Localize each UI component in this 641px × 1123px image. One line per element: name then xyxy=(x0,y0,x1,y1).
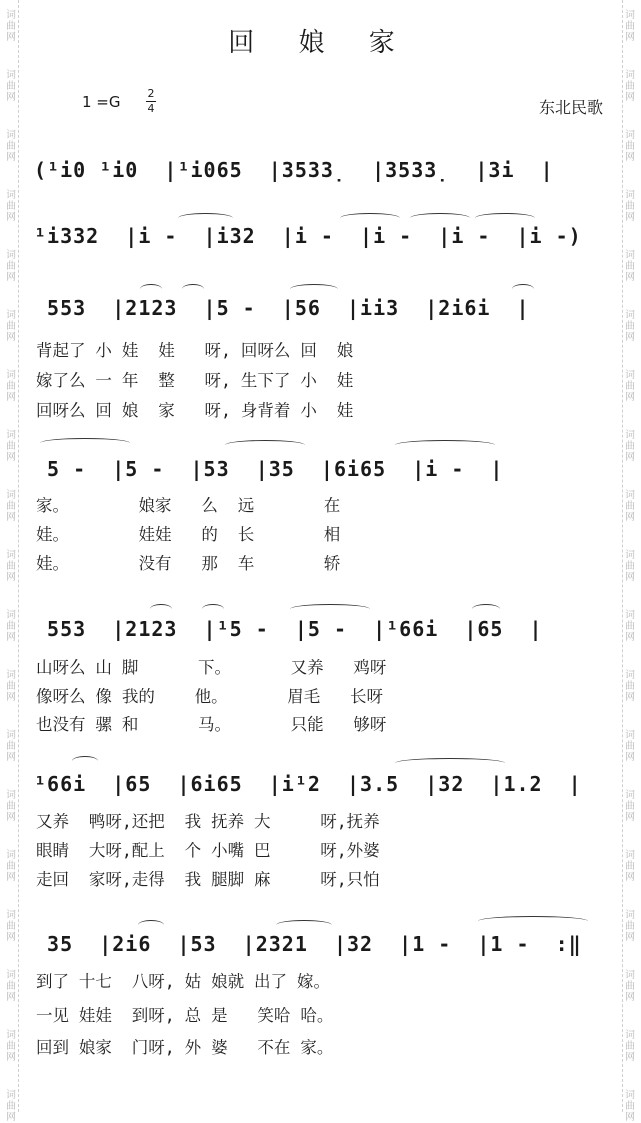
watermark-mark: 词 曲 网 xyxy=(6,190,16,223)
watermark-mark: 词 曲 网 xyxy=(6,310,16,343)
slur xyxy=(395,440,495,450)
watermark-mark: 词 曲 网 xyxy=(6,910,16,943)
watermark-mark: 词 曲 网 xyxy=(6,490,16,523)
watermark-mark: 词 曲 网 xyxy=(625,430,635,463)
watermark-mark: 词 曲 网 xyxy=(625,730,635,763)
lyric-line-5-3: 也没有 骡 和 马。 只能 够呀 xyxy=(36,715,387,734)
watermark-mark: 词 曲 网 xyxy=(6,250,16,283)
watermark-mark: 词 曲 网 xyxy=(6,970,16,1003)
watermark-mark: 词 曲 网 xyxy=(625,850,635,883)
watermark-mark: 词 曲 网 xyxy=(6,610,16,643)
key-signature: 1 =G xyxy=(82,93,121,111)
watermark-mark: 词 曲 网 xyxy=(6,1030,16,1063)
watermark-mark: 词 曲 网 xyxy=(6,130,16,163)
slur xyxy=(182,284,204,294)
watermark-mark: 词 曲 网 xyxy=(625,970,635,1003)
slur xyxy=(475,213,535,223)
watermark-mark: 词 曲 网 xyxy=(625,1030,635,1063)
time-signature xyxy=(146,88,156,115)
watermark-mark: 词 曲 网 xyxy=(625,490,635,523)
slur xyxy=(512,284,534,294)
lyric-line-7-1: 到了 十七 八呀, 姑 娘就 出了 嫁。 xyxy=(36,972,330,991)
lyric-line-7-3: 回到 娘家 门呀, 外 婆 不在 家。 xyxy=(36,1038,334,1057)
watermark-mark: 词 曲 网 xyxy=(625,670,635,703)
lyric-line-4-3: 娃。 没有 那 车 轿 xyxy=(36,554,341,573)
watermark-mark: 词 曲 网 xyxy=(625,70,635,103)
watermark-mark: 词 曲 网 xyxy=(6,10,16,43)
slur xyxy=(138,920,164,930)
notation-line-6: ¹66i |65 |6i65 |i¹2 |3.5 |32 |1.2 | xyxy=(34,772,582,796)
watermark-mark: 词 曲 网 xyxy=(625,310,635,343)
slur xyxy=(290,284,338,294)
slur xyxy=(202,604,224,614)
watermark-mark: 词 曲 网 xyxy=(625,130,635,163)
slur xyxy=(478,916,588,926)
lyric-line-3-2: 嫁了么 一 年 整 呀, 生下了 小 娃 xyxy=(36,371,354,390)
notation-line-7: 35 |2i6 |53 |2321 |32 |1 - |1 - :‖ xyxy=(34,932,582,956)
lyric-line-3-3: 回呀么 回 娘 家 呀, 身背着 小 娃 xyxy=(36,401,354,420)
slur xyxy=(276,920,332,930)
lyric-line-7-2: 一见 娃娃 到呀, 总 是 笑哈 哈。 xyxy=(36,1006,334,1025)
slur xyxy=(410,213,470,223)
lyric-line-6-2: 眼睛 大呀,配上 个 小嘴 巴 呀,外婆 xyxy=(36,841,380,860)
watermark-mark: 词 曲 网 xyxy=(625,790,635,823)
lyric-line-5-2: 像呀么 像 我的 他。 眉毛 长呀 xyxy=(36,687,384,706)
watermark-mark: 词 曲 网 xyxy=(6,850,16,883)
slur xyxy=(178,213,233,223)
watermark-mark: 词 曲 网 xyxy=(6,550,16,583)
song-title: 回 娘 家 xyxy=(228,28,413,58)
slur xyxy=(40,438,130,448)
watermark-mark: 词 曲 网 xyxy=(6,1090,16,1123)
watermark-mark: 词 曲 网 xyxy=(625,910,635,943)
watermark-mark: 词 曲 网 xyxy=(625,550,635,583)
lyric-line-6-1: 又养 鸭呀,还把 我 抚养 大 呀,抚养 xyxy=(36,812,380,831)
watermark-mark: 词 曲 网 xyxy=(625,10,635,43)
notation-line-2: ¹i332 |i - |i32 |i - |i - |i - |i -) xyxy=(34,224,582,248)
watermark-mark: 词 曲 网 xyxy=(6,430,16,463)
lyric-line-3-1: 背起了 小 娃 娃 呀, 回呀么 回 娘 xyxy=(36,341,354,360)
slur xyxy=(290,604,370,614)
lyric-line-5-1: 山呀么 山 脚 下。 又养 鸡呀 xyxy=(36,658,387,677)
watermark-mark: 词 曲 网 xyxy=(6,70,16,103)
notation-line-1: (¹i0 ¹i0 |¹i065 |3533̣ |3533̣ |3i | xyxy=(34,158,554,182)
watermark-mark: 词 曲 网 xyxy=(625,610,635,643)
watermark-mark: 词 曲 网 xyxy=(6,730,16,763)
slur xyxy=(72,756,98,766)
notation-line-3: 553 |2123 |5 - |56 |ii3 |2i6i | xyxy=(34,296,530,320)
slur xyxy=(225,440,305,450)
watermark-mark: 词 曲 网 xyxy=(6,670,16,703)
watermark-mark: 词 曲 网 xyxy=(6,370,16,403)
watermark-mark: 词 曲 网 xyxy=(625,190,635,223)
time-top: 2 xyxy=(147,87,155,100)
slur xyxy=(140,284,162,294)
slur xyxy=(150,604,172,614)
watermark-mark: 词 曲 网 xyxy=(625,250,635,283)
watermark-mark: 词 曲 网 xyxy=(6,790,16,823)
slur xyxy=(340,213,400,223)
slur xyxy=(395,758,505,768)
song-credit: 东北民歌 xyxy=(538,98,603,117)
lyric-line-4-1: 家。 娘家 么 远 在 xyxy=(36,496,341,515)
notation-line-4: 5 - |5 - |53 |35 |6i65 |i - | xyxy=(34,457,504,481)
watermark-mark: 词 曲 网 xyxy=(625,1090,635,1123)
slur xyxy=(472,604,500,614)
lyric-line-6-3: 走回 家呀,走得 我 腿脚 麻 呀,只怕 xyxy=(36,870,380,889)
notation-line-5: 553 |2123 |¹5 - |5 - |¹66i |65 | xyxy=(34,617,543,641)
watermark-mark: 词 曲 网 xyxy=(625,370,635,403)
time-bottom: 4 xyxy=(147,102,155,115)
lyric-line-4-2: 娃。 娃娃 的 长 相 xyxy=(36,525,341,544)
